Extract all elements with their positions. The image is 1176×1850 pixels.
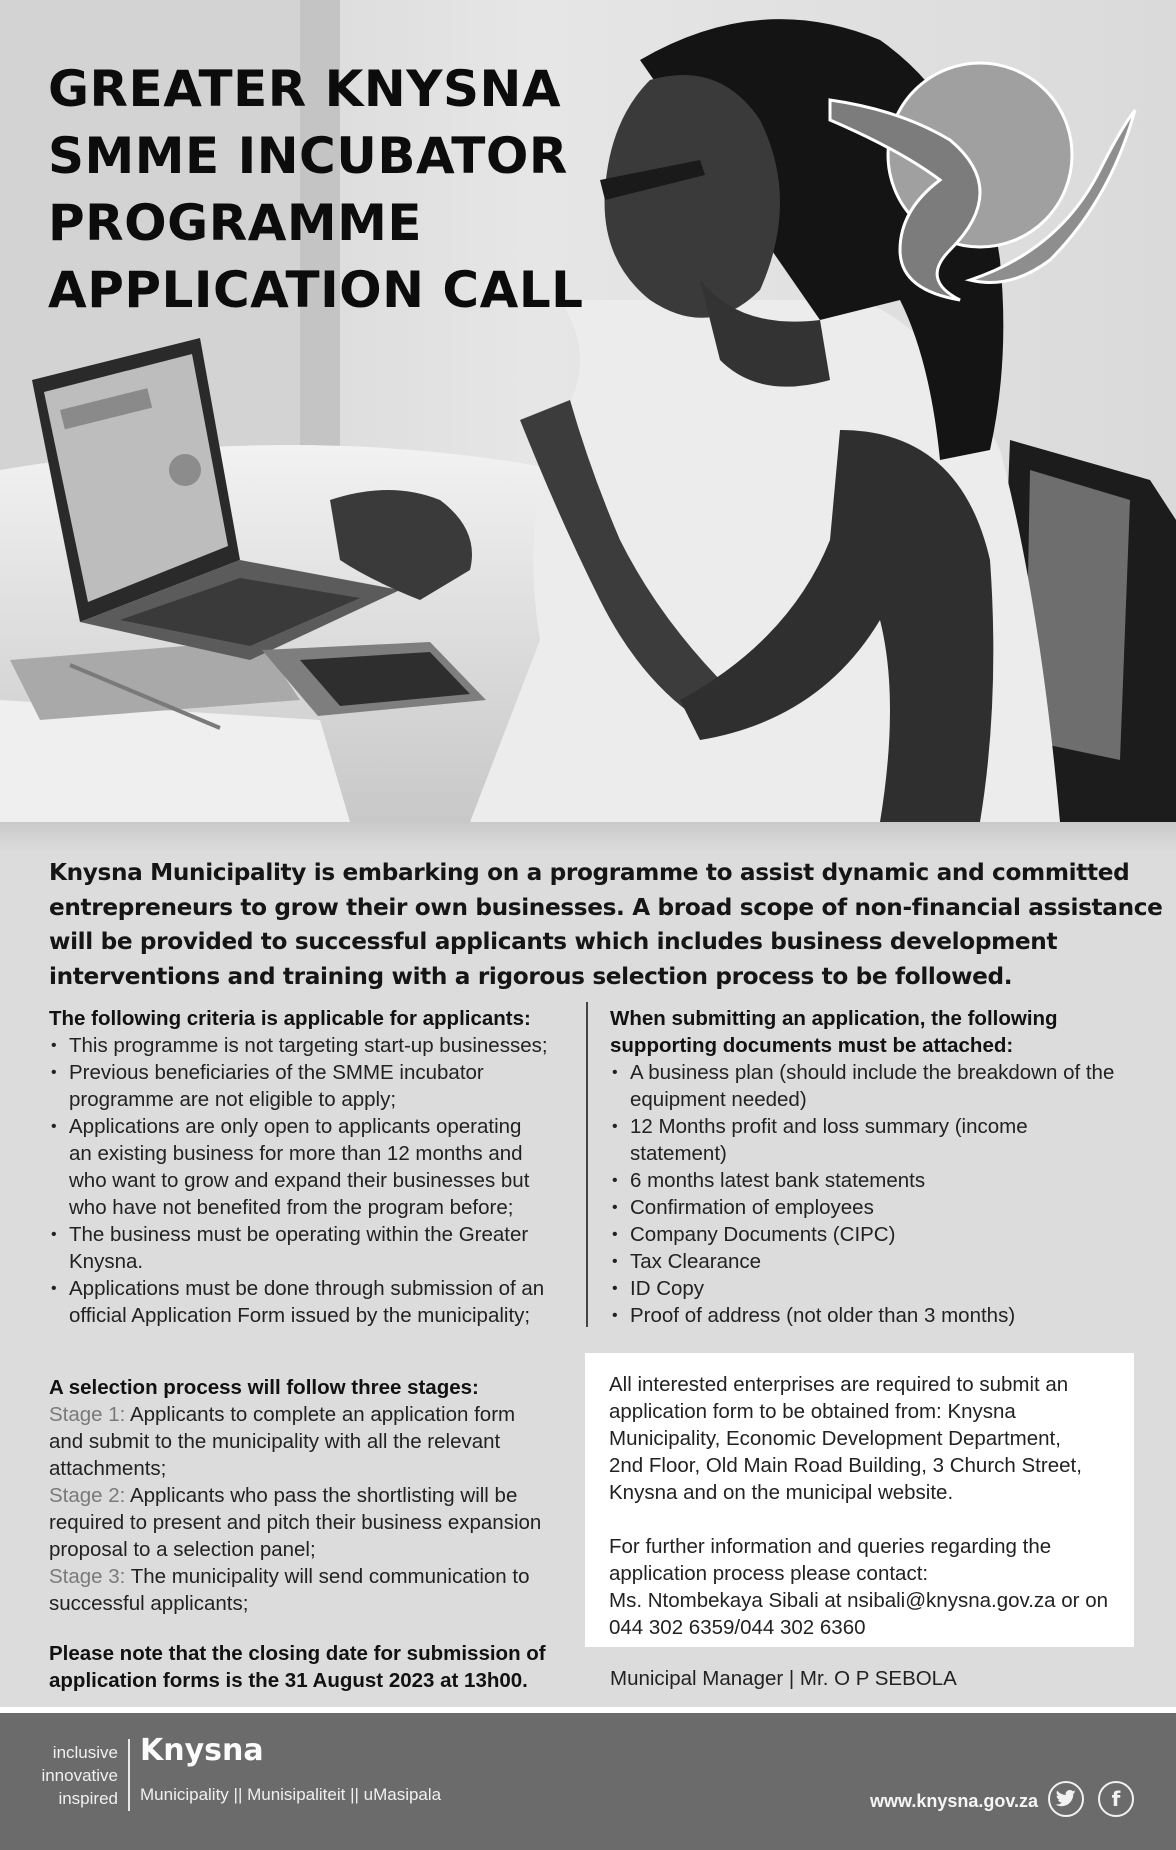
list-item-line: • This programme is not targeting start-up businesses; [69,1034,548,1057]
brand-name: Knysna [140,1733,264,1768]
tagline-line: inclusive [52,1743,118,1762]
selection-heading: A selection process will follow three stages: [49,1376,479,1399]
documents-section [610,1005,1150,1329]
contact-line: For further information and queries regarding the [609,1535,1052,1558]
panel-shadow [0,822,1176,852]
tagline [26,1741,118,1810]
list-item-line: who have not benefited from the program before; [69,1196,514,1219]
intro-line: interventions and training with a rigorous selection process to be followed. [49,962,1013,990]
twitter-icon[interactable] [1048,1781,1084,1817]
page-title [48,56,648,324]
stage-line [49,1482,589,1509]
list-item [49,1032,589,1059]
list-item-line: official Application Form issued by the municipality; [69,1304,531,1327]
list-item [610,1302,1150,1329]
documents-list [610,1059,1150,1329]
list-item [610,1113,1150,1167]
selection-section [49,1374,589,1617]
list-item-line: • 6 months latest bank statements [630,1169,926,1192]
stage-text: Applicants who pass the shortlisting will be [125,1484,518,1507]
stage-2 [49,1482,589,1563]
contact-line: 044 302 6359/044 302 6360 [609,1616,866,1639]
list-item [610,1167,1150,1194]
title-line: PROGRAMME [48,194,423,252]
stage-1 [49,1401,589,1482]
list-item-line: • Company Documents (CIPC) [630,1223,896,1246]
list-item [49,1059,589,1113]
title-line: GREATER KNYSNA [48,60,562,118]
stage-3 [49,1563,589,1617]
list-item [49,1275,589,1329]
stage-line: and submit to the municipality with all the relevant [49,1430,501,1453]
list-item-line: • The business must be operating within the Greater [69,1223,529,1246]
content-panel [0,822,1176,1707]
list-item-line: • Confirmation of employees [630,1196,874,1219]
stage-label: Stage 1: [49,1403,126,1426]
title-line: SMME INCUBATOR [48,127,568,185]
intro-line: entrepreneurs to grow their own businesses. A broad scope of non-financial assistance [49,893,1163,921]
list-item-line: who want to grow and expand their businesses but [69,1169,530,1192]
closing-line: application forms is the 31 August 2023 at 13h00. [49,1669,528,1692]
stage-line: proposal to a selection panel; [49,1538,316,1561]
intro-paragraph [49,856,1163,994]
column-divider [586,1002,588,1327]
list-item [49,1221,589,1275]
list-item [610,1248,1150,1275]
stage-text: Applicants to complete an application form [125,1403,516,1426]
hero-section [0,0,1176,822]
list-item-line: • ID Copy [630,1277,705,1300]
tagline-line: inspired [58,1789,118,1808]
stage-line [49,1401,589,1428]
list-item-line: • Tax Clearance [630,1250,762,1273]
list-item-line: • Applications are only open to applicants operating [69,1115,522,1138]
intro-line: will be provided to successful applicants which includes business development [49,928,1058,955]
list-item-line: an existing business for more than 12 months and [69,1142,523,1165]
list-item-line: equipment needed) [630,1088,807,1111]
intro-line: Knysna Municipality is embarking on a programme to assist dynamic and committed [49,859,1130,886]
list-item [610,1221,1150,1248]
criteria-heading: The following criteria is applicable for applicants: [49,1007,531,1030]
list-item-line: statement) [630,1142,727,1165]
stage-line: attachments; [49,1457,167,1480]
contact-line: application process please contact: [609,1562,929,1585]
closing-line: Please note that the closing date for submission of [49,1642,546,1665]
list-item-line: • 12 Months profit and loss summary (income [630,1115,1028,1138]
info-line: Municipality, Economic Development Department, [609,1427,1061,1450]
stage-line: required to present and pitch their business expansion [49,1511,542,1534]
stage-text: The municipality will send communication to [125,1565,530,1588]
list-item-line: • Applications must be done through submission of an [69,1277,545,1300]
stage-label: Stage 3: [49,1565,126,1588]
list-item-line: programme are not eligible to apply; [69,1088,397,1111]
documents-heading: supporting documents must be attached: [610,1034,1014,1057]
documents-heading: When submitting an application, the following [610,1007,1058,1030]
criteria-section [49,1005,589,1329]
list-item [610,1194,1150,1221]
list-item-line: • Previous beneficiaries of the SMME incubator [69,1061,484,1084]
title-line: APPLICATION CALL [48,261,584,319]
stage-line: successful applicants; [49,1592,249,1615]
stage-label: Stage 2: [49,1484,126,1507]
info-line: application form to be obtained from: Knysna [609,1400,1016,1423]
facebook-icon[interactable]: f [1098,1781,1134,1817]
application-info-box [585,1353,1134,1647]
list-item-line: • A business plan (should include the breakdown of the [630,1061,1115,1084]
info-line: 2nd Floor, Old Main Road Building, 3 Church Street, [609,1454,1082,1477]
municipal-manager: Municipal Manager | Mr. O P SEBOLA [610,1667,957,1690]
spacer [609,1506,1110,1533]
list-item-line: • Proof of address (not older than 3 months) [630,1304,1016,1327]
brand-subtitle: Municipality || Munisipaliteit || uMasipala [140,1785,442,1804]
list-item-line: Knysna. [69,1250,144,1273]
tagline-line: innovative [41,1766,118,1785]
info-line: Knysna and on the municipal website. [609,1481,954,1504]
info-line: All interested enterprises are required to submit an [609,1373,1069,1396]
criteria-list [49,1032,589,1329]
footer-rule [128,1739,130,1811]
closing-date-notice [49,1640,589,1694]
stage-line [49,1563,589,1590]
footer [0,1713,1176,1850]
website-link[interactable]: www.knysna.gov.za [870,1791,1039,1811]
list-item [49,1113,589,1221]
contact-line: Ms. Ntombekaya Sibali at nsibali@knysna.gov.za or on [609,1589,1108,1612]
list-item [610,1275,1150,1302]
list-item [610,1059,1150,1113]
